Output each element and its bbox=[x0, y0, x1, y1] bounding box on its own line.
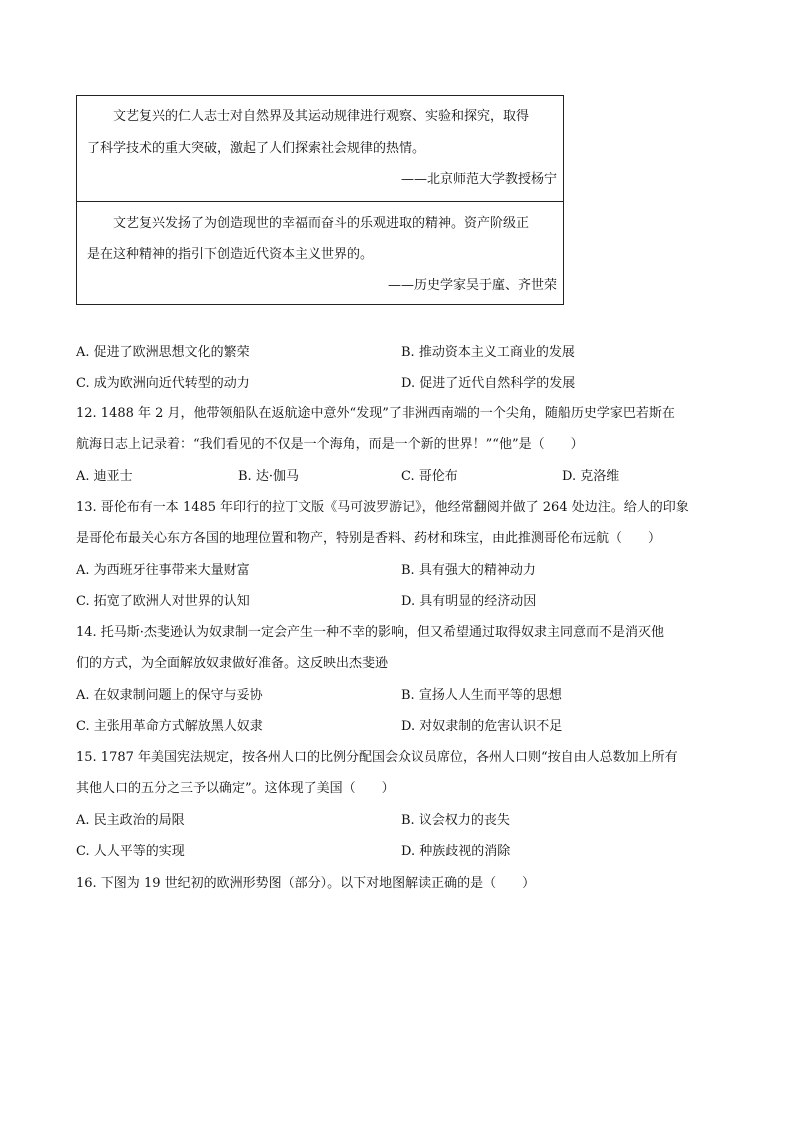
q15-option-b: B. 议会权力的丧失 bbox=[401, 813, 510, 828]
quote-section-2 bbox=[77, 201, 563, 305]
quote-1-line-2: 了科学技术的重大突破，激起了人们探索社会规律的热情。 bbox=[87, 141, 426, 156]
q12-option-d: D. 克洛维 bbox=[562, 469, 620, 484]
q12-stem-line-1: 12. 1488 年 2 月，他带领船队在返航途中意外“发现”了非洲西南端的一个尖角，随船历史学家巴若斯在 bbox=[76, 406, 675, 421]
q11-option-a: A. 促进了欧洲思想文化的繁荣 bbox=[76, 345, 250, 360]
q12-option-a: A. 迪亚士 bbox=[76, 469, 133, 484]
quote-section-1 bbox=[77, 96, 563, 202]
quote-box bbox=[76, 95, 564, 305]
q12-option-c: C. 哥伦布 bbox=[401, 469, 458, 484]
q15-option-c: C. 人人平等的实现 bbox=[76, 844, 185, 859]
q13-option-d: D. 具有明显的经济动因 bbox=[401, 594, 537, 609]
q12-stem-line-2: 航海日志上记录着：“我们看见的不仅是一个海角，而是一个新的世界！”“他”是（ ） bbox=[76, 437, 584, 452]
q15-option-d: D. 种族歧视的消除 bbox=[401, 844, 511, 859]
q13-option-c: C. 拓宽了欧洲人对世界的认知 bbox=[76, 594, 250, 609]
q15-stem-line-1: 15. 1787 年美国宪法规定，按各州人口的比例分配国会众议员席位，各州人口则“按自由人总数加上所有 bbox=[76, 750, 678, 765]
q16-stem-line-1: 16. 下图为 19 世纪初的欧洲形势图（部分）。以下对地图解读正确的是（ ） bbox=[76, 876, 536, 891]
q14-option-b: B. 宣扬人人生而平等的思想 bbox=[401, 688, 562, 703]
q15-option-a: A. 民主政治的局限 bbox=[76, 813, 185, 828]
q12-option-b: B. 达·伽马 bbox=[238, 469, 299, 484]
q11-option-d: D. 促进了近代自然科学的发展 bbox=[401, 376, 576, 391]
quote-2-source: ——历史学家吴于廑、齐世荣 bbox=[387, 278, 557, 293]
q11-option-b: B. 推动资本主义工商业的发展 bbox=[401, 345, 575, 360]
q14-option-c: C. 主张用革命方式解放黑人奴隶 bbox=[76, 719, 263, 734]
q11-option-c: C. 成为欧洲向近代转型的动力 bbox=[76, 376, 250, 391]
quote-2-line-1: 文艺复兴发扬了为创造现世的幸福而奋斗的乐观进取的精神。资产阶级正 bbox=[113, 216, 530, 231]
q14-stem-line-1: 14. 托马斯·杰斐逊认为奴隶制一定会产生一种不幸的影响，但又希望通过取得奴隶主同意而不是消灭他 bbox=[76, 625, 664, 640]
q15-stem-line-2: 其他人口的五分之三予以确定”。这体现了美国（ ） bbox=[76, 781, 395, 796]
q13-stem-line-2: 是哥伦布最关心东方各国的地理位置和物产，特别是香料、药材和珠宝，由此推测哥伦布远航（ ） bbox=[76, 531, 662, 546]
quote-1-source: ——北京师范大学教授杨宁 bbox=[400, 172, 557, 187]
q14-stem-line-2: 们的方式，为全面解放奴隶做好准备。这反映出杰斐逊 bbox=[76, 656, 389, 671]
q14-option-a: A. 在奴隶制问题上的保守与妥协 bbox=[76, 688, 263, 703]
q14-option-d: D. 对奴隶制的危害认识不足 bbox=[401, 719, 563, 734]
quote-1-line-1: 文艺复兴的仁人志士对自然界及其运动规律进行观察、实验和探究，取得 bbox=[113, 109, 530, 124]
q13-stem-line-1: 13. 哥伦布有一本 1485 年印行的拉丁文版《马可波罗游记》，他经常翻阅并做了 264 处边注。给人的印象 bbox=[76, 500, 689, 515]
q13-option-a: A. 为西班牙往事带来大量财富 bbox=[76, 563, 250, 578]
q13-option-b: B. 具有强大的精神动力 bbox=[401, 563, 536, 578]
quote-2-line-2: 是在这种精神的指引下创造近代资本主义世界的。 bbox=[87, 247, 374, 262]
